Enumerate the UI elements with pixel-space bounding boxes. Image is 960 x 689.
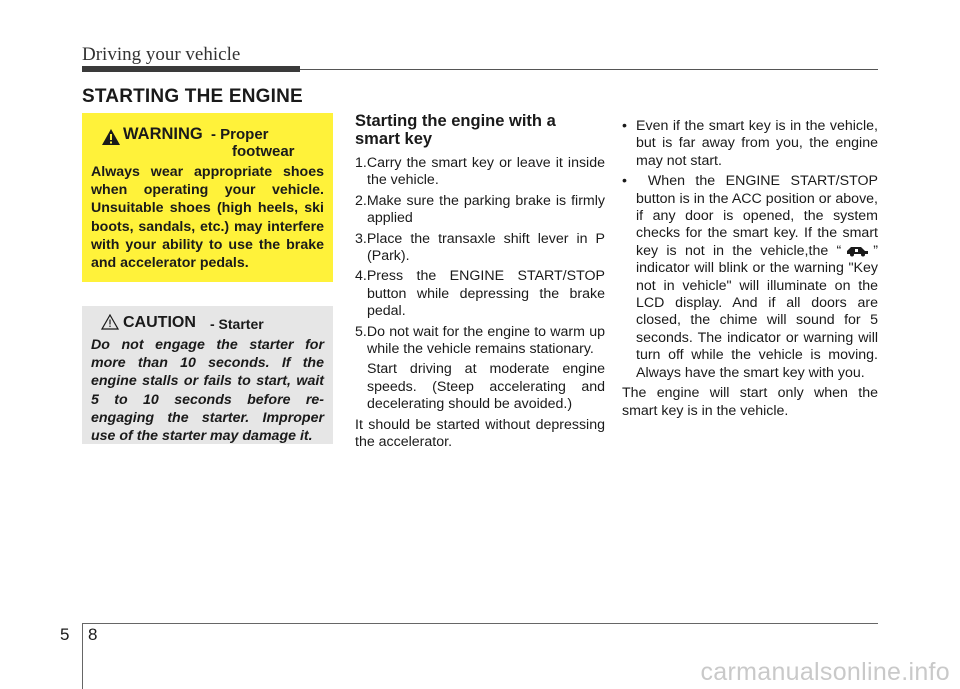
section-title: STARTING THE ENGINE: [82, 86, 303, 107]
header-rule-thin: [300, 69, 878, 70]
bullet-1-text: Even if the smart key is in the vehicle, but is far away from you, the engine may not start.: [636, 118, 878, 169]
step-1: 1.Carry the smart key or leave it inside the vehicle.: [355, 155, 605, 189]
watermark: carmanualsonline.info: [700, 658, 950, 686]
caution-header: [91, 306, 324, 336]
warning-header: [91, 113, 324, 163]
header-title: Driving your vehicle: [82, 44, 241, 65]
footer-divider: [82, 623, 83, 689]
step-5-continued: Start driving at moderate engine speeds. (Steep accelerating and decelerating should be avoided.): [367, 361, 605, 413]
middle-closing-text: It should be started without depressing the accelerator.: [355, 416, 605, 451]
subsection-heading: Starting the engine with a smart key: [355, 112, 556, 148]
caution-label: CAUTION: [123, 314, 196, 331]
right-closing-text: The engine will start only when the smart key is in the vehicle.: [622, 385, 878, 419]
step-5: 5.Do not wait for the engine to warm up while the vehicle remains stationary.: [355, 323, 605, 358]
warning-body: Always wear appropriate shoes when operating your vehicle. Unsuitable shoes (high heels, ski boots, sandals, etc.) may interfere with your ability to use the brake and accelerator pedals.: [91, 164, 324, 272]
warning-triangle-icon: [101, 128, 121, 146]
middle-column: [355, 112, 605, 452]
warning-label: WARNING: [123, 125, 203, 143]
footer-rule: [82, 623, 878, 624]
header-rule-thick: [82, 66, 300, 72]
caution-box: [82, 306, 333, 444]
caution-subtitle: - Starter: [210, 316, 264, 332]
chapter-number: 5: [60, 625, 70, 644]
bullet-item-2: • When the ENGINE START/STOP button is in the ACC position or above, if any door is opened, the system checks for the smart key. If the smart key is not in the vehicle,the “ ” indicator will blink or the warning "Key not in vehicle" will illuminate on the LCD display. And if all doors are closed, the chime will sound for 5 seconds. The indicator or warning will turn off while the vehicle is moving. Always have the smart key with you.: [622, 173, 878, 381]
warning-box: [82, 113, 333, 282]
step-2: 2.Make sure the parking brake is firmly applied: [355, 192, 605, 227]
page-number: 8: [88, 625, 98, 644]
step-3: 3.Place the transaxle shift lever in P (Park).: [355, 230, 605, 265]
step-4: 4.Press the ENGINE START/STOP button while depressing the brake pedal.: [355, 268, 605, 320]
caution-triangle-icon: [101, 314, 119, 330]
bullet-2-text-before: When the ENGINE START/STOP button is in the ACC position or above, if any door is opened, the system checks for the smart key. If the smart key is not in the vehicle,the “: [636, 173, 878, 259]
right-column: [622, 118, 878, 420]
bullet-2-text-after: ” indicator will blink or the warning "Key not in vehicle" will illuminate on the LCD display. And if all doors are closed, the chime will sound for 5 seconds. The indicator or warning will turn off while the vehicle is moving. Always have the smart key with you.: [636, 242, 878, 381]
warning-subtitle: [211, 126, 331, 160]
warning-subtitle-line2: footwear: [232, 143, 295, 160]
warning-subtitle-line1: - Proper: [211, 126, 269, 143]
caution-body: Do not engage the starter for more than 10 seconds. If the engine stalls or fails to start, wait 5 to 10 seconds before re-engaging the starter. Improper use of the starter may damage it.: [91, 337, 324, 445]
bullet-item-1: • Even if the smart key is in the vehicle, but is far away from you, the engine may not start.: [622, 118, 878, 169]
car-key-indicator-icon: [844, 244, 870, 257]
